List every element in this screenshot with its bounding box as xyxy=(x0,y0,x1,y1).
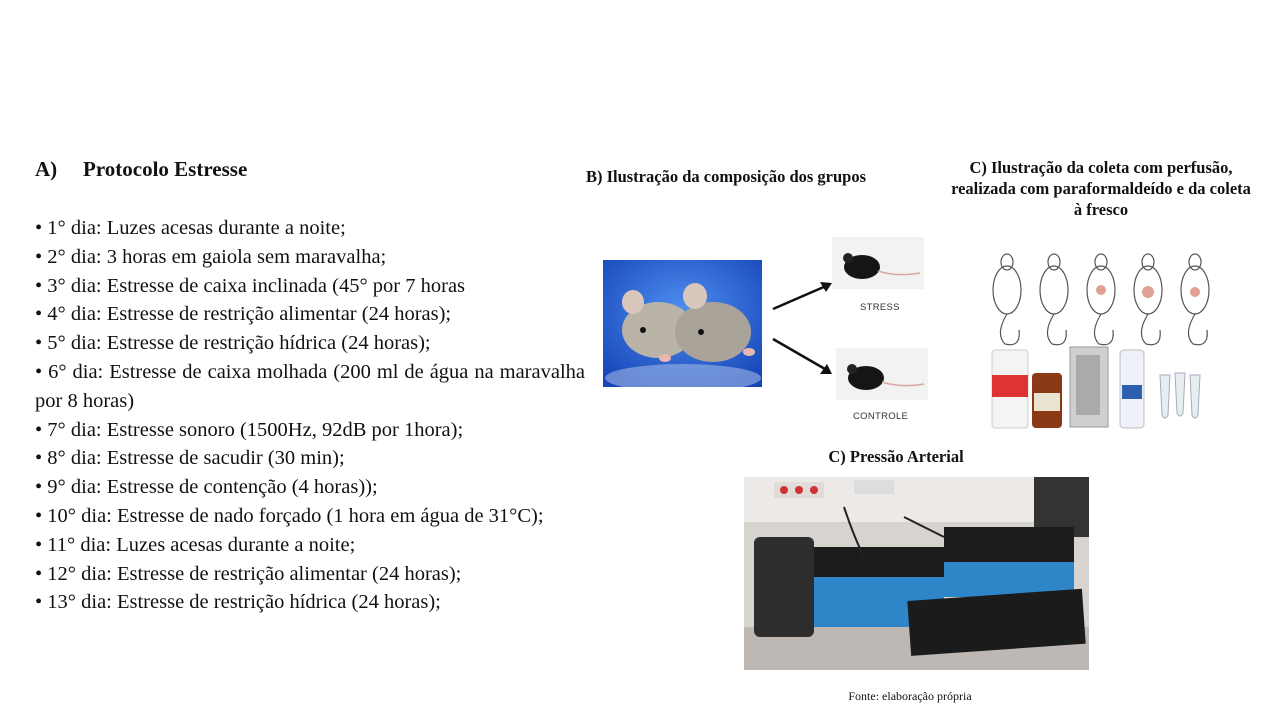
stress-mouse-image xyxy=(832,237,924,289)
source-caption: Fonte: elaboração própria xyxy=(848,689,972,703)
protocol-item-day-8: • 8° dia: Estresse de sacudir (30 min); xyxy=(35,447,345,470)
protocol-item-day-1: • 1° dia: Luzes acesas durante a noite; xyxy=(35,217,346,239)
section-a-letter: A) xyxy=(35,157,58,181)
reagents-and-tubes-image xyxy=(990,345,1220,430)
protocol-item-day-4: • 4° dia: Estresse de restrição alimentar (24 horas); xyxy=(35,303,452,326)
group-label-stress: STRESS xyxy=(860,302,900,313)
arrow-to-stress xyxy=(770,278,835,313)
protocol-item-day-6: • 6° dia: Estresse de caixa molhada (200 ml de água na maravalha por 8 horas) xyxy=(35,360,585,412)
protocol-item-day-10: • 10° dia: Estresse de nado forçado (1 hora em água de 31°C); xyxy=(35,504,544,527)
protocol-item-day-7: • 7° dia: Estresse sonoro (1500Hz, 92dB por 1hora); xyxy=(35,418,464,441)
group-label-controle: CONTROLE xyxy=(853,411,909,422)
protocol-item-day-2: • 2° dia: 3 horas em gaiola sem maravalha; xyxy=(35,245,387,268)
protocol-item-day-3: • 3° dia: Estresse de caixa inclinada (45° por 7 horas xyxy=(35,274,466,297)
section-a-heading xyxy=(35,157,247,182)
perfusion-illustration xyxy=(985,250,1217,350)
section-c-perfusion-title: C) Ilustração da coleta com perfusão, realizada com paraformaldeído e da coleta à fresco xyxy=(951,158,1251,219)
section-a-title: Protocolo Estresse xyxy=(83,157,248,181)
controle-mouse-image xyxy=(836,348,928,400)
blood-pressure-equipment-photo xyxy=(744,477,1089,670)
mice-photo xyxy=(603,260,762,387)
protocol-item-day-9: • 9° dia: Estresse de contenção (4 horas)); xyxy=(35,476,378,499)
protocol-item-day-12: • 12° dia: Estresse de restrição alimentar (24 horas); xyxy=(35,562,462,585)
protocol-item-day-13: • 13° dia: Estresse de restrição hídrica (24 horas); xyxy=(35,591,441,614)
protocol-item-day-5: • 5° dia: Estresse de restrição hídrica (24 horas); xyxy=(35,332,431,355)
protocol-item-day-11: • 11° dia: Luzes acesas durante a noite; xyxy=(35,533,356,556)
section-b-title: B) Ilustração da composição dos grupos xyxy=(585,167,867,186)
section-c-pressure-title: C) Pressão Arterial xyxy=(828,447,964,466)
arrow-to-controle xyxy=(770,336,835,378)
protocol-list xyxy=(35,214,585,617)
